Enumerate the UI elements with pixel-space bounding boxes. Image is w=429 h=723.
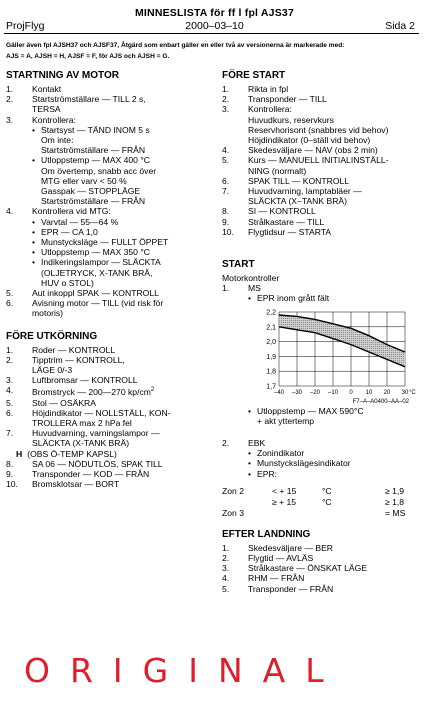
section-title-startning: STARTNING AV MOTOR	[6, 70, 119, 81]
zone-label: Zon 3	[222, 507, 244, 518]
item-text: EBK	[248, 438, 266, 449]
version-note-line: AJS = A, AJSH = H, AJSF = F, för AJS och AJSH = G.	[6, 53, 170, 60]
item-text: Avisning motor — TILL (vid risk för	[32, 298, 164, 309]
item-text: Huvudvarning, varningslampor —	[32, 428, 160, 439]
sub-item: • EPR — CA 1,0	[32, 227, 211, 237]
list-item	[222, 438, 422, 479]
sub-item-text: (OLJETRYCK, X-TANK BRÄ,	[41, 267, 153, 278]
list-item	[6, 385, 211, 397]
item-number: 6.	[6, 407, 14, 418]
sub-item-text: + akt yttertemp	[257, 415, 315, 426]
list-item	[6, 206, 211, 288]
zone-label: Zon 2	[222, 485, 244, 496]
item-number: 1.	[222, 283, 230, 294]
sub-item-text: • Indikeringslampor — SLÄCKTA	[41, 257, 161, 268]
item-text: TERSA	[32, 104, 61, 115]
item-number: 6.	[6, 298, 14, 309]
list-item	[6, 408, 211, 428]
item-number: 4.	[6, 206, 14, 217]
item-number: 9.	[222, 216, 230, 227]
list-item	[6, 375, 211, 385]
sub-item-text: HUV o STOL)	[41, 277, 94, 288]
item-number: 7.	[222, 186, 230, 197]
list-item	[222, 186, 422, 206]
item-number: 10.	[222, 226, 234, 237]
item-text: RHM — FRÅN	[248, 573, 305, 584]
sub-item-text: Startströmställare — FRÅN	[41, 145, 146, 156]
item-text: Kontrollera:	[248, 104, 292, 115]
section-title-efter-landning: EFTER LANDNING	[222, 528, 311, 540]
item-number: 8.	[222, 206, 230, 217]
item-text: SA 06 — NÖDUTLÖS, SPAK TILL	[32, 458, 163, 469]
list-item	[6, 84, 211, 94]
epr-chart	[257, 306, 417, 406]
version-mark: H	[16, 448, 23, 459]
y-tick-label: 2,1	[266, 323, 276, 331]
item-text: Huvudvarning, lamptabläer —	[248, 186, 362, 197]
zone-condition: < + 15	[272, 485, 297, 496]
sub-list	[248, 448, 422, 479]
sub-item: • Munstycksläge — FULLT ÖPPET	[32, 237, 211, 247]
startning-list	[6, 84, 211, 319]
list-item	[6, 288, 211, 298]
item-number: 9.	[6, 468, 14, 479]
list-item	[222, 573, 422, 583]
item-text: SI — KONTROLL	[248, 206, 316, 217]
item-text: Strålkastare — TILL	[248, 216, 325, 227]
list-item	[222, 553, 422, 563]
list-item	[222, 283, 422, 303]
sub-item-text: Gasspak — STOPPLÄGE	[41, 186, 141, 197]
list-item	[222, 104, 422, 145]
item-number: 2.	[222, 438, 230, 449]
item-text: Bromsklotsar — BORT	[32, 479, 120, 490]
item-number: 3.	[6, 114, 14, 125]
item-number: 5.	[6, 397, 14, 408]
zone-row	[222, 508, 422, 519]
item-text: MS	[248, 283, 261, 294]
item-text: Transponder — TILL	[248, 94, 327, 105]
right-column	[222, 70, 422, 594]
item-text: Höjdindikator — NOLLSTÄLL, KON-	[32, 407, 171, 418]
list-item	[222, 206, 422, 216]
sub-item-text: Om övertemp, snabb acc över	[41, 165, 157, 176]
item-text: Startströmställare — TILL 2 s,	[32, 94, 146, 105]
item-text: Roder — KONTROLL	[32, 344, 116, 355]
left-column	[6, 70, 211, 489]
version-note	[6, 40, 421, 62]
item-number: 5.	[222, 155, 230, 166]
list-item	[6, 459, 211, 469]
item-number: 2.	[6, 354, 14, 365]
item-number: 2.	[222, 553, 230, 564]
item-text: (OBS Ö-TEMP KAPSL)	[27, 448, 117, 459]
header-date: 2000–03–10	[185, 20, 244, 32]
x-tick-label: –40	[273, 389, 285, 396]
x-tick-label: 20	[383, 389, 391, 396]
item-number: 1.	[222, 542, 230, 553]
list-item	[6, 428, 211, 448]
header-page: Sida 2	[385, 20, 415, 32]
header-org: ProjFlyg	[6, 20, 45, 32]
item-number: 10.	[6, 479, 18, 490]
original-stamp: ORIGINAL	[24, 651, 344, 690]
list-item	[222, 584, 422, 594]
item-number: 4.	[222, 145, 230, 156]
x-axis-labels	[274, 390, 416, 396]
y-tick-label: 1,8	[266, 368, 276, 376]
list-item	[222, 563, 422, 573]
zone-value: = MS	[385, 507, 406, 518]
item-number: 4.	[6, 385, 14, 396]
y-tick-label: 1,7	[266, 383, 276, 391]
list-item	[222, 227, 422, 237]
item-text: Stol — OSÄKRA	[32, 397, 96, 408]
item-number: 8.	[6, 458, 14, 469]
superscript: 2	[150, 387, 155, 394]
sub-item	[32, 257, 211, 288]
sub-item: • EPR inom grått fält	[248, 293, 422, 303]
list-item	[6, 479, 211, 489]
sub-list	[32, 125, 211, 207]
section-title-start: START	[222, 259, 255, 271]
y-tick-label: 2,2	[266, 309, 276, 317]
chart-code: F7–A–A0400–AA–02	[352, 398, 409, 405]
list-item	[222, 176, 422, 186]
section-title-fore-start: FÖRE START	[222, 70, 286, 81]
list-item	[222, 217, 422, 227]
sub-item	[32, 155, 211, 206]
item-text: Transponder — FRÅN	[248, 583, 334, 594]
list-item	[222, 84, 422, 94]
item-number: 3.	[222, 104, 230, 115]
item-text: Reservhorisont (snabbres vid behov)	[248, 124, 389, 135]
list-item	[222, 543, 422, 553]
zone-condition: ≥ + 15	[272, 496, 297, 507]
sub-list	[222, 406, 422, 426]
item-number: 7.	[6, 428, 14, 439]
item-text: LÄGE 0/-3	[32, 365, 73, 376]
item-text: TROLLERA max 2 hPa fel	[32, 417, 132, 428]
item-number: 2.	[222, 94, 230, 105]
zone-unit: °C	[322, 485, 332, 496]
item-text: Aut inkoppl SPAK — KONTROLL	[32, 288, 159, 299]
x-tick-label: –10	[327, 389, 339, 396]
item-text: Luftbromsar — KONTROLL	[32, 375, 138, 386]
item-text: Flygtid — AVLÄS	[248, 553, 314, 564]
y-tick-label: 2,0	[266, 338, 276, 346]
item-text: Bromstryck — 200—270 kp/cm	[32, 387, 151, 398]
list-item-h	[6, 449, 211, 459]
document-title: MINNESLISTA för ff l fpl AJS37	[134, 7, 295, 19]
item-text: Kurs — MANUELL INITIALINSTÄLL-	[248, 155, 389, 166]
item-number: 2.	[6, 94, 14, 105]
item-number: 1.	[6, 344, 14, 355]
item-number: 4.	[222, 573, 230, 584]
sub-item	[248, 406, 422, 426]
x-tick-label: 10	[365, 389, 373, 396]
list-item	[6, 94, 211, 114]
item-text: SLÄCKTA (X–TANK BRÄ)	[248, 196, 348, 207]
x-tick-label: –20	[309, 389, 321, 396]
sub-item-text: • Utloppstemp — MAX 590°C	[257, 405, 364, 416]
list-item	[6, 355, 211, 375]
zone-row	[222, 486, 422, 497]
item-text: NING (normalt)	[248, 165, 307, 176]
sub-item: • Munstyckslägesindikator	[248, 458, 422, 468]
header-rule	[4, 33, 419, 34]
fore-utkorning-list	[6, 345, 211, 490]
x-tick-label: –30	[291, 389, 303, 396]
sub-item-text: Om inte:	[41, 135, 74, 146]
list-item	[222, 94, 422, 104]
item-text: Kontakt	[32, 84, 62, 94]
item-number: 6.	[222, 175, 230, 186]
sub-item-text: • Startsyst — TÄND INOM 5 s	[41, 124, 150, 135]
item-number: 1.	[6, 84, 14, 94]
item-text: Kontrollera:	[32, 114, 76, 125]
x-tick-label: 30	[401, 389, 409, 396]
y-axis-labels	[266, 309, 276, 390]
fore-start-list	[222, 84, 422, 237]
list-item	[222, 145, 422, 155]
item-text: Skedesväljare — BER	[248, 542, 334, 553]
start-subtitle: Motorkontroller	[222, 273, 280, 284]
item-text: Kontrollera vid MTG:	[32, 206, 111, 217]
item-text: Flygtidsur — STARTA	[248, 226, 332, 237]
zone-unit: °C	[322, 496, 332, 507]
sub-list	[32, 217, 211, 288]
sub-item	[32, 125, 211, 156]
zone-row	[222, 497, 422, 508]
item-text: Tipptrim — KONTROLL,	[32, 354, 125, 365]
list-item	[222, 155, 422, 175]
item-text: motoris)	[32, 308, 64, 319]
efter-landning-list	[222, 543, 422, 594]
sub-item-text: MTG eller varv < 50 %	[41, 175, 127, 186]
item-text: SLÄCKTA (X-TANK BRÄ)	[32, 438, 130, 449]
list-item	[6, 345, 211, 355]
item-text: Skedesväljare — NAV (obs 2 min)	[248, 145, 378, 156]
sub-item: • Varvtal — 55—64 %	[32, 217, 211, 227]
item-text: Höjdindikator (0–ställ vid behov)	[248, 135, 371, 146]
list-item	[6, 115, 211, 207]
sub-item: • Zonindikator	[248, 448, 422, 458]
sub-item: • EPR:	[248, 469, 422, 479]
item-text: Huvudkurs, reservkurs	[248, 114, 334, 125]
item-number: 3.	[6, 375, 14, 386]
item-number: 1.	[222, 84, 230, 94]
item-text: Strålkastare — ÖNSKAT LÄGE	[248, 563, 368, 574]
zone-value: ≥ 1,9	[385, 485, 405, 496]
start-list	[222, 283, 422, 303]
sub-item-text: Startströmställare — FRÅN	[41, 196, 146, 207]
item-text: SPAK TILL — KONTROLL	[248, 175, 350, 186]
start-list-2	[222, 438, 422, 479]
sub-list	[248, 293, 422, 303]
item-number: 5.	[6, 288, 14, 299]
x-unit-label: °C	[409, 389, 416, 396]
item-number: 3.	[222, 563, 230, 574]
y-tick-label: 1,9	[266, 353, 276, 361]
list-item	[6, 298, 211, 318]
section-title-fore-utkorning: FÖRE UTKÖRNING	[6, 330, 98, 342]
list-item	[6, 469, 211, 479]
zone-value: ≥ 1,8	[385, 496, 405, 507]
version-note-line: Gäller även fpl AJSH37 och AJSF37, Åtgärd som enbart gäller en eller två av versionerna är markerade med:	[6, 42, 345, 49]
item-text: Transponder — KOD — FRÅN	[32, 468, 150, 479]
list-item	[6, 398, 211, 408]
x-tick-label: 0	[349, 389, 353, 396]
item-number: 5.	[222, 583, 230, 594]
sub-item: • Utloppstemp — MAX 350 °C	[32, 247, 211, 257]
sub-item-text: • Utloppstemp — MAX 400 °C	[41, 155, 150, 166]
item-text: Rikta in fpl	[248, 84, 289, 94]
